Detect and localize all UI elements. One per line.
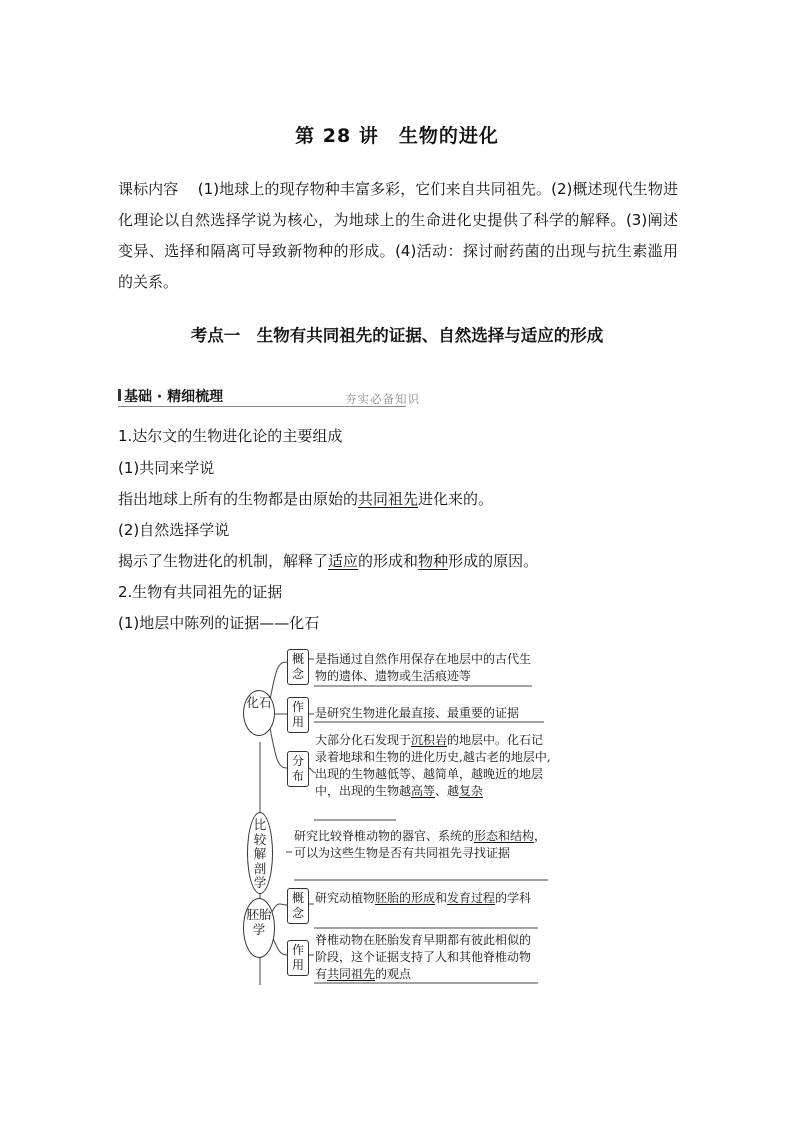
text-comparative-anatomy: 研究比较脊椎动物的器官、系统的形态和结构，可以为这些生物是否有共同祖先寻找证据 [294,829,547,860]
blank-complex: 复杂 [459,784,484,798]
blank-embryo-formation: 胚胎的形成 [375,891,436,905]
basics-label: 基础 · 精细梳理 [124,389,224,405]
box-fossil-distribution: 分布 [287,751,309,787]
blank-common-ancestor-2: 共同祖先 [327,967,376,981]
basics-subtitle: 夯实必备知识 [345,392,420,406]
intro-label: 课标内容 [118,180,179,198]
node-comparative-anatomy: 比较解剖学 [247,812,273,894]
blank-sedimentary-rock: 沉积岩 [411,733,448,747]
heading-natural-selection: (2)自然选择学说 [118,521,230,539]
text-embryo-effect: 脊椎动物在胚胎发育早期都有彼此相似的阶段，这个证据支持了人和其他脊椎动物有共同祖先的观点 [315,933,532,981]
heading-evidence: 2.生物有共同祖先的证据 [118,583,283,601]
section-title: 考点一 生物有共同祖先的证据、自然选择与适应的形成 [190,326,604,345]
box-fossil-effect: 作用 [287,697,309,733]
blank-development: 发育过程 [447,891,496,905]
text-fossil-concept: 是指通过自然作用保存在地层中的古代生物的遗体、遗物或生活痕迹等 [315,652,532,683]
box-embryo-effect: 作用 [287,940,309,976]
heading-common-descent: (1)共同来学说 [118,459,215,477]
text-fossil-distribution: 大部分化石发现于沉积岩的地层中。化石记录着地球和生物的进化历史,越古老的地层中,出现的生物越低等、越简单，越晚近的地层中，出现的生物越高等、越复杂 [315,733,551,798]
blank-species: 物种 [418,552,449,570]
text-embryo-concept: 研究动植物胚胎的形成和发育过程的学科 [315,891,532,905]
heading-darwin: 1.达尔文的生物进化论的主要组成 [118,427,343,445]
heading-fossil: (1)地层中陈列的证据——化石 [118,614,320,632]
box-embryo-concept: 概念 [287,888,309,924]
blank-adaptation: 适应 [328,552,359,570]
text-fossil-effect: 是研究生物进化最直接、最重要的证据 [315,706,520,720]
node-embryology: 胚胎学 [243,898,275,958]
paragraph-common-descent: 指出地球上所有的生物都是由原始的共同祖先进化来的。 [118,490,494,508]
intro-text: (1)地球上的现存物种丰富多彩，它们来自共同祖先。(2)概述现代生物进化理论以自然选择学说为核心，为地球上的生命进化史提供了科学的解释。(3)阐述变异、选择和隔离可导致新物种的形成。(4)活动：探讨耐药菌的出现与抗生素滥用的关系。 [118,180,678,291]
node-fossil: 化石 [243,690,275,736]
blank-form-structure: 形态和结构 [474,829,535,843]
blank-advanced: 高等 [411,784,436,798]
page-title: 第 28 讲 生物的进化 [295,125,499,147]
paragraph-natural-selection: 揭示了生物进化的机制，解释了适应的形成和物种形成的原因。 [118,552,539,570]
box-fossil-concept: 概念 [287,649,309,685]
blank-common-ancestor: 共同祖先 [358,490,419,508]
